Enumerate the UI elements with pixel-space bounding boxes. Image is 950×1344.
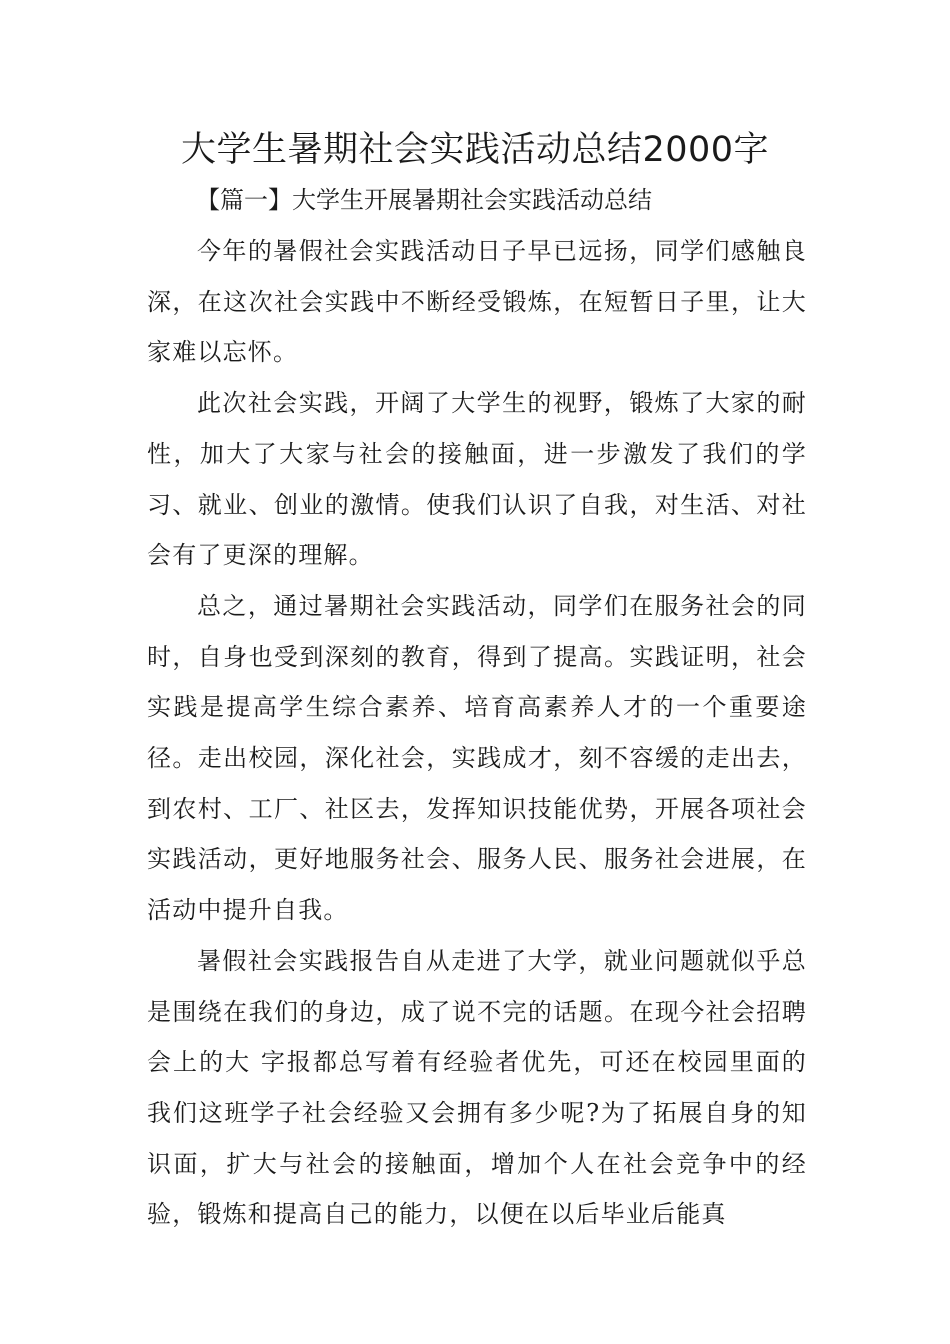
document-title: 大学生暑期社会实践活动总结2000字 bbox=[180, 130, 770, 170]
paragraph-3: 总之，通过暑期社会实践活动，同学们在服务社会的同时，自身也受到深刻的教育，得到了提高。实践证明，社会实践是提高学生综合素养、培育高素养人才的一个重要途径。走出校园，深化社会，实践成才，刻不容缓的走出去，到农村、工厂、社区去，发挥知识技能优势，开展各项社会实践活动，更好地服务社会、服务人民、服务社会进展，在活动中提升自我。 bbox=[147, 591, 807, 925]
paragraph-2: 此次社会实践，开阔了大学生的视野，锻炼了大家的耐性，加大了大家与社会的接触面，进一步激发了我们的学习、就业、创业的激情。使我们认识了自我，对生活、对社会有了更深的理解。 bbox=[147, 389, 807, 570]
section-heading: 【篇一】大学生开展暑期社会实践活动总结 bbox=[196, 186, 652, 214]
document-body bbox=[147, 226, 807, 1240]
paragraph-1: 今年的暑假社会实践活动日子早已远扬，同学们感触良深，在这次社会实践中不断经受锻炼，在短暂日子里，让大家难以忘怀。 bbox=[147, 237, 807, 367]
paragraph-4: 暑假社会实践报告自从走进了大学，就业问题就似乎总是围绕在我们的身边，成了说不完的话题。在现今社会招聘会上的大 字报都总写着有经验者优先，可还在校园里面的我们这班学子社会经验又会拥有多少呢?为了拓展自身的知识面，扩大与社会的接触面，增加个人在社会竞争中的经验，锻炼和提高自己的能力，以便在以后毕业后能真 bbox=[147, 946, 807, 1229]
